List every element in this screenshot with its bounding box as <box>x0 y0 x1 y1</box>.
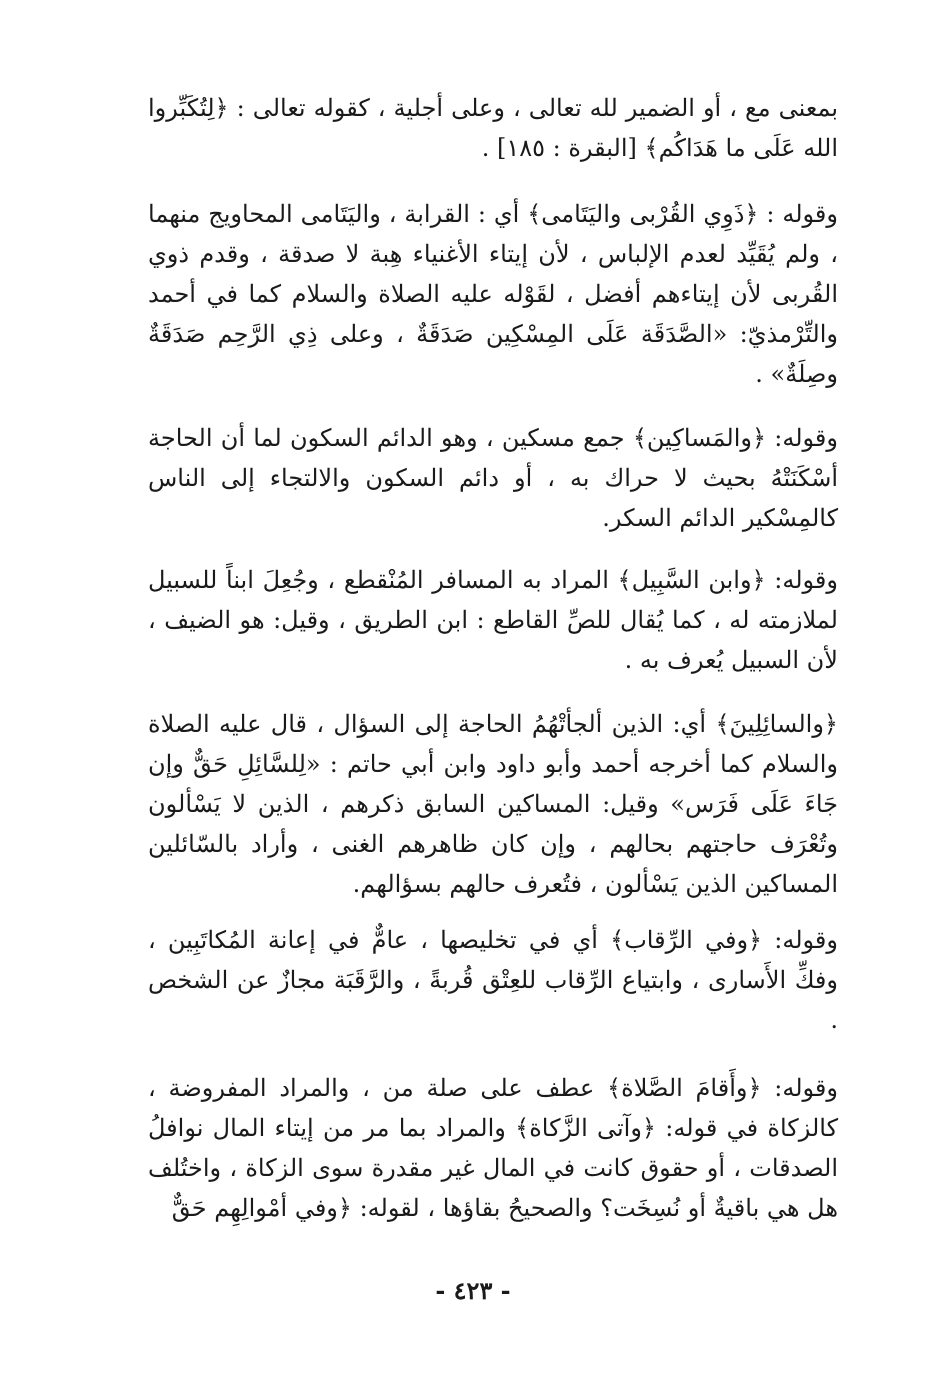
paragraph-5: ﴿والسائِلِينَ﴾ أي: الذين ألجأتْهُمُ الحاجة إلى السؤال ، قال عليه الصلاة والسلام كما أخرجه أحمد وأبو داود وابن أبي حاتم : «لِلسَّائِلِ حَقٌّ وإن جَاءَ عَلَى فَرَس» وقيل: المساكين السابق ذكرهم ، الذين لا يَسْألون وتُعْرَف حاجتهم بحالهم ، وإن كان ظاهرهم الغنى ، وأراد بالسّائلين المساكين الذين يَسْألون ، فتُعرف حالهم بسؤالهم. <box>148 710 838 898</box>
paragraph-6: وقوله: ﴿وفي الرِّقاب﴾ أي في تخليصها ، عامٌّ في إعانة المُكاتَبِين ، وفكِّ الأَسارى ، وابتياع الرِّقاب للعِتْق قُربةً ، والرَّقَبَة مجازٌ عن الشخص . <box>148 926 838 1034</box>
paragraph-3: وقوله: ﴿والمَساكِين﴾ جمع مسكين ، وهو الدائم السكون لما أن الحاجة أسْكَنَتْهُ بحيث لا حراك به ، أو دائم السكون والالتجاء إلى الناس كالمِسْكير الدائم السكر. <box>148 424 838 532</box>
paragraph-1: بمعنى مع ، أو الضمير لله تعالى ، وعلى أجلية ، كقوله تعالى : ﴿لِتُكَبِّروا الله عَلَى ما هَدَاكُم﴾ [البقرة : ١٨٥] . <box>148 94 838 162</box>
paragraph-7: وقوله: ﴿وأَقامَ الصَّلاة﴾ عطف على صلة من ، والمراد المفروضة ، كالزكاة في قوله: ﴿وآتى الزَّكاة﴾ والمراد بما مر من إيتاء المال نوافلُ الصدقات ، أو حقوق كانت في المال غير مقدرة سوى الزكاة ، واختُلف هل هي باقيةٌ أو نُسِخَت؟ والصحيحُ بقاؤها ، لقوله: ﴿وفي أمْوالِهِم حَقٌّ <box>148 1074 838 1222</box>
page-number: - ٤٢٣ - <box>435 1276 511 1305</box>
page-body <box>148 88 838 1228</box>
paragraph-2: وقوله : ﴿ذَوِي القُرْبى واليَتَامى﴾ أي : القرابة ، واليَتَامى المحاويج منهما ، ولم يُقَيِّد لعدم الإلباس ، لأن إيتاء الأغنياء هِبة لا صدقة ، وقدم ذوي القُربى لأن إيتاءهم أفضل ، لقَوْله عليه الصلاة والسلام كما في أحمد والتِّرْمذيّ: «الصَّدَقَة عَلَى المِسْكِين صَدَقَةٌ ، وعلى ذِي الرَّحِم صَدَقَةٌ وصِلَةٌ» . <box>148 200 838 388</box>
paragraph-4: وقوله: ﴿وابن السَّبِيل﴾ المراد به المسافر المُنْقطع ، وجُعِلَ ابناً للسبيل لملازمته له ، كما يُقال للصِّ القاطع : ابن الطريق ، وقيل: هو الضيف ، لأن السبيل يُعرف به . <box>148 566 838 674</box>
